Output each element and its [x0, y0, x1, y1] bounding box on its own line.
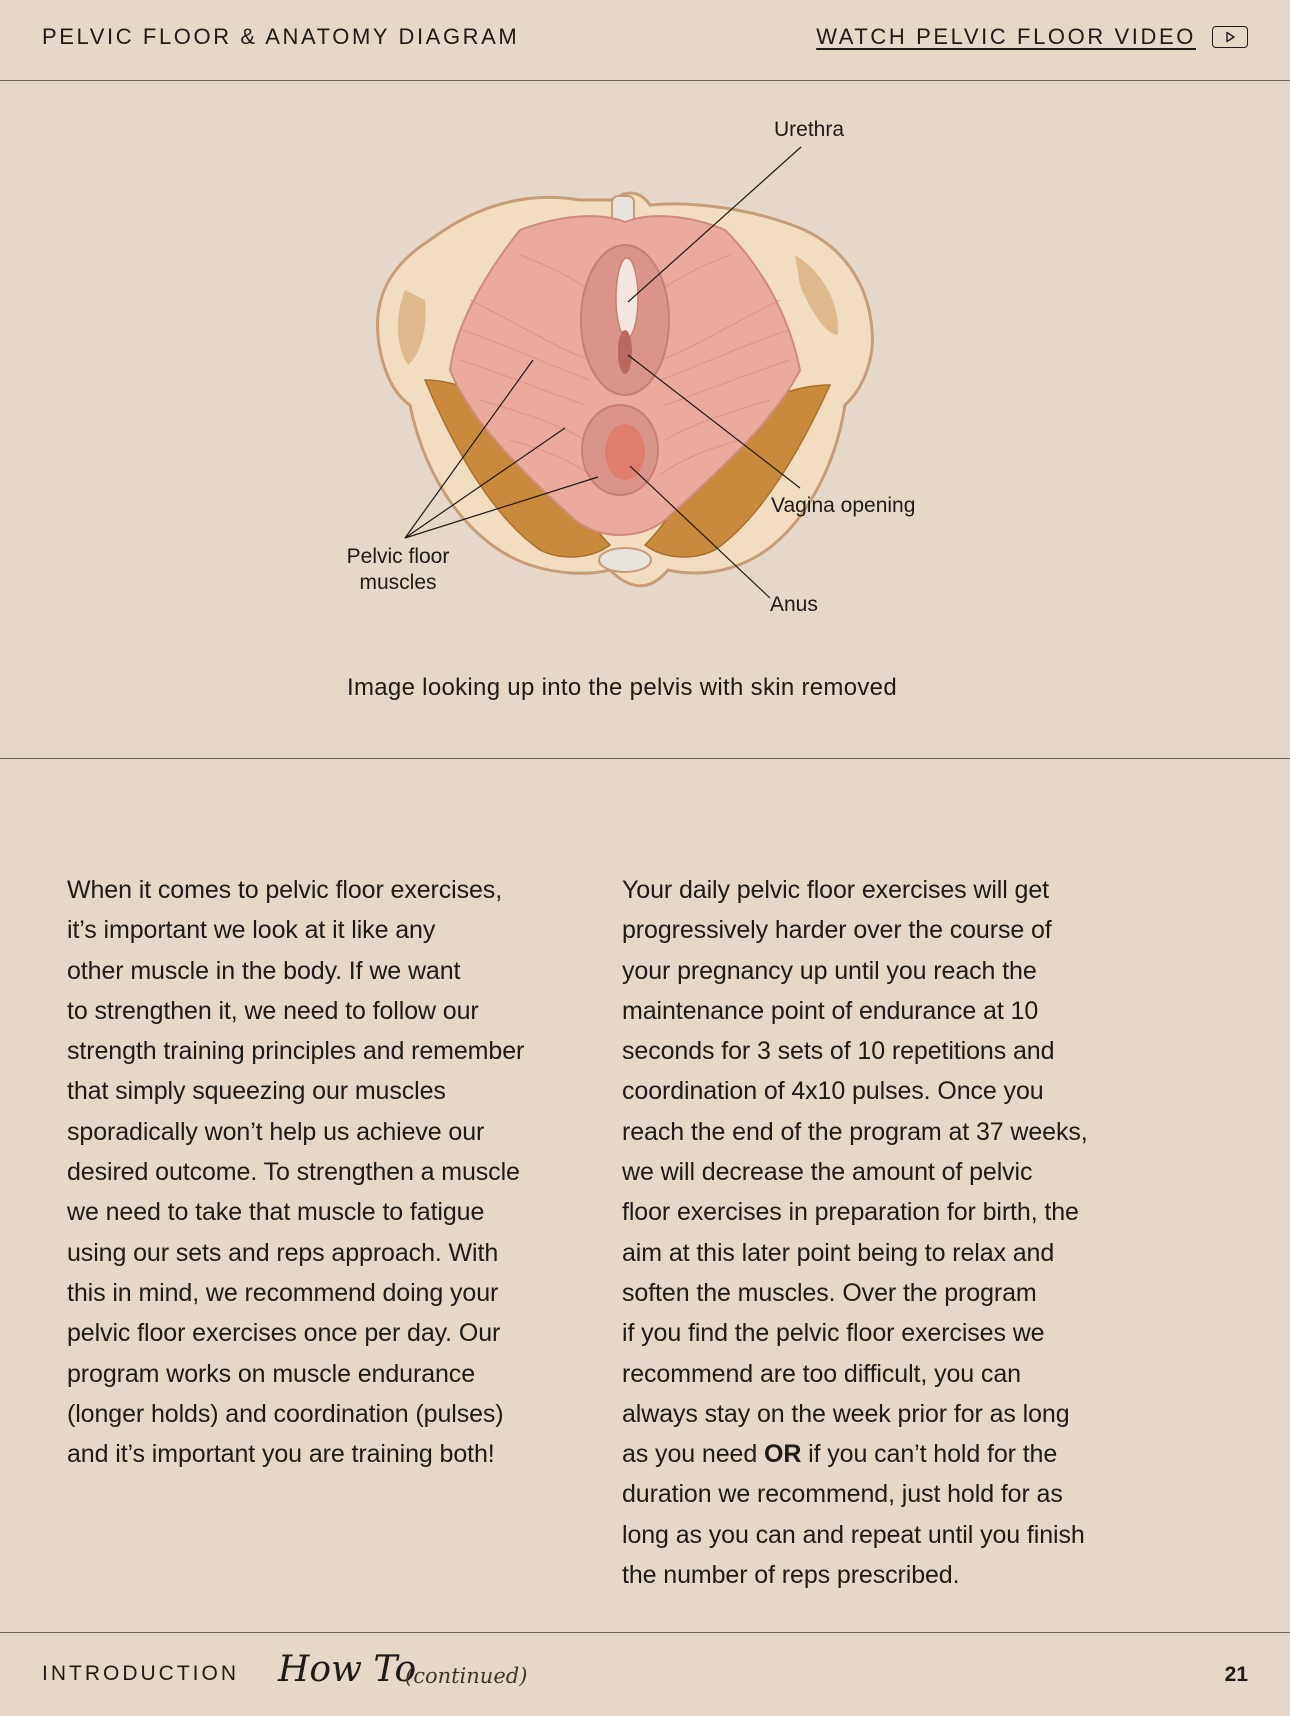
pelvis-illustration	[0, 82, 1290, 758]
emphasis-or: OR	[763, 1440, 802, 1469]
body-text-line: always stay on the week prior for as long	[622, 1399, 1070, 1428]
body-text-line: maintenance point of endurance at 10	[622, 996, 1039, 1025]
footer-divider	[0, 1632, 1290, 1633]
diagram-divider	[0, 758, 1290, 759]
footer-continued: (continued)	[405, 1664, 528, 1688]
header-divider	[0, 80, 1290, 81]
body-text-line: sporadically won’t help us achieve our	[67, 1117, 485, 1146]
body-text-line: it’s important we look at it like any	[67, 916, 436, 945]
body-text-line: desired outcome. To strengthen a muscle	[67, 1158, 520, 1187]
body-text-line: your pregnancy up until you reach the	[622, 956, 1037, 985]
diagram-caption: Image looking up into the pelvis with skin removed	[347, 674, 897, 701]
body-text-line: progressively harder over the course of	[622, 916, 1052, 945]
urethra-opening	[616, 258, 638, 338]
body-text-line: floor exercises in preparation for birth, the	[622, 1198, 1079, 1227]
watch-video-link[interactable]	[816, 24, 1248, 50]
body-text-line: other muscle in the body. If we want	[67, 956, 461, 985]
body-text-fragment: as you need	[622, 1440, 764, 1469]
vagina-opening-label: Vagina opening	[771, 494, 916, 517]
body-text-line: recommend are too difficult, you can	[622, 1359, 1021, 1388]
body-text-line: using our sets and reps approach. With	[67, 1238, 499, 1267]
anatomy-diagram-section	[0, 82, 1290, 758]
body-text-line: we will decrease the amount of pelvic	[622, 1158, 1033, 1187]
body-text-line: reach the end of the program at 37 weeks,	[622, 1117, 1088, 1146]
body-text-line: long as you can and repeat until you finish	[622, 1520, 1085, 1549]
page-number: 21	[1224, 1663, 1248, 1686]
anus-label: Anus	[770, 593, 818, 616]
body-text-line: and it’s important you are training both!	[67, 1440, 495, 1469]
body-text-line: that simply squeezing our muscles	[67, 1077, 446, 1106]
body-text-line: seconds for 3 sets of 10 repetitions and	[622, 1037, 1055, 1066]
body-text-line	[622, 1434, 1142, 1474]
body-text-line: Your daily pelvic floor exercises will get	[622, 876, 1050, 904]
body-text-line: duration we recommend, just hold for as	[622, 1480, 1063, 1509]
watch-video-label[interactable]: WATCH PELVIC FLOOR VIDEO	[816, 24, 1196, 49]
body-right-column	[622, 870, 1142, 1595]
coccyx	[599, 548, 651, 572]
anus-opening	[605, 424, 645, 480]
body-text-line: (longer holds) and coordination (pulses)	[67, 1399, 504, 1428]
body-left-column	[67, 870, 587, 1474]
vagina-opening	[618, 330, 632, 374]
body-text-line: coordination of 4x10 pulses. Once you	[622, 1077, 1044, 1106]
footer-section-label: INTRODUCTION	[42, 1662, 239, 1685]
body-text-line: we need to take that muscle to fatigue	[67, 1198, 485, 1227]
pelvic-floor-label	[338, 544, 458, 596]
urethra-label: Urethra	[774, 118, 845, 141]
body-text-fragment: if you can’t hold for the	[801, 1440, 1058, 1469]
page-title: PELVIC FLOOR & ANATOMY DIAGRAM	[42, 24, 520, 49]
body-text-line: pelvic floor exercises once per day. Our	[67, 1319, 501, 1348]
body-text-line: aim at this later point being to relax and	[622, 1238, 1055, 1267]
body-text-line: this in mind, we recommend doing your	[67, 1278, 499, 1307]
pelvic-floor-label-line1: Pelvic floor	[346, 545, 450, 568]
pelvic-floor-label-line2: muscles	[359, 571, 437, 594]
body-text-line: if you find the pelvic floor exercises we	[622, 1319, 1045, 1348]
footer-heading: How To	[278, 1649, 417, 1690]
body-text-line: the number of reps prescribed.	[622, 1561, 960, 1590]
body-text-line: strength training principles and remember	[67, 1037, 525, 1066]
body-text-line: program works on muscle endurance	[67, 1359, 476, 1388]
play-icon[interactable]	[1212, 26, 1248, 48]
body-text-line: soften the muscles. Over the program	[622, 1278, 1037, 1307]
body-text-line: When it comes to pelvic floor exercises,	[67, 876, 503, 904]
body-text-line: to strengthen it, we need to follow our	[67, 996, 479, 1025]
